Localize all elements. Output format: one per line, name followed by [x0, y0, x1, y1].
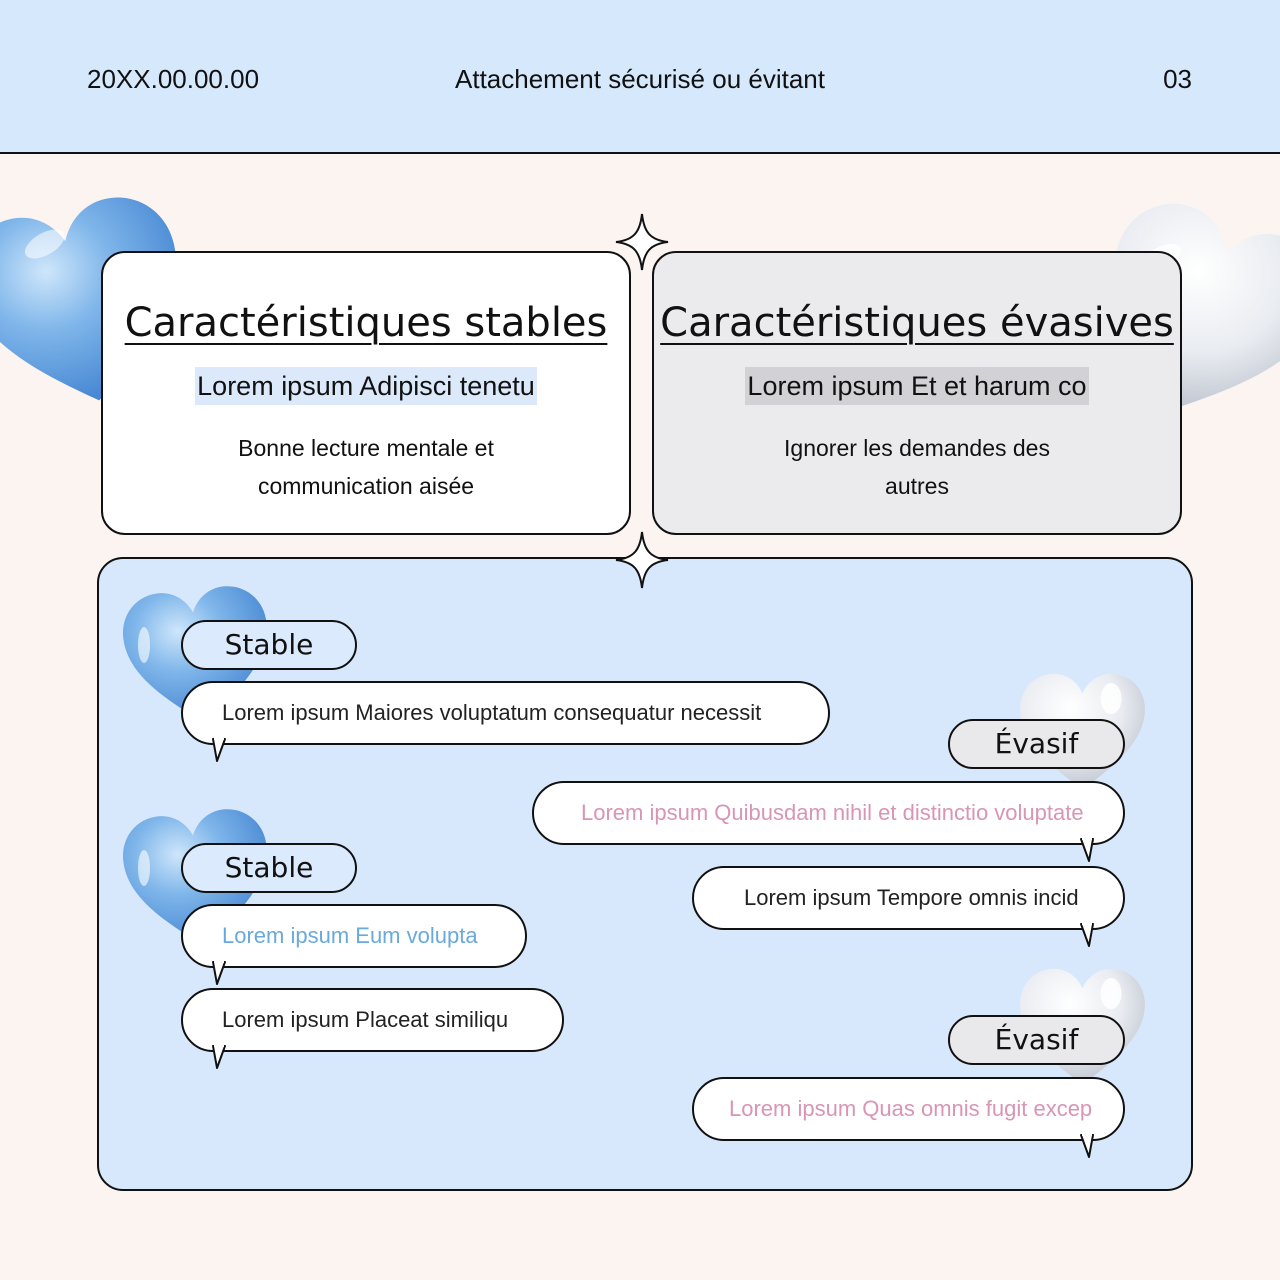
- card-stable-characteristics: [101, 251, 631, 535]
- tag-stable: Stable: [181, 843, 357, 893]
- speech-bubble: [532, 781, 1125, 845]
- speech-bubble: [692, 866, 1125, 930]
- tag-evasive: Évasif: [948, 719, 1125, 769]
- bubble-text: Lorem ipsum Maiores voluptatum consequatur necessit: [222, 700, 762, 725]
- bubble-text: Lorem ipsum Quibusdam nihil et distinctio voluptate: [581, 800, 1084, 825]
- tag-stable: Stable: [181, 620, 357, 670]
- header-bar: [0, 0, 1280, 154]
- bubble-text: Lorem ipsum Eum volupta: [222, 923, 478, 948]
- speech-bubble: [181, 988, 564, 1052]
- header-title: Attachement sécurisé ou évitant: [455, 64, 825, 94]
- tag-evasive: Évasif: [948, 1015, 1125, 1065]
- bubble-tail-icon: [211, 1046, 235, 1070]
- card-body: Bonne lecture mentale et communication aisée: [238, 435, 494, 499]
- card-highlight: Lorem ipsum Adipisci tenetu: [195, 367, 537, 405]
- sparkle-star-icon: [614, 530, 670, 590]
- header-date: 20XX.00.00.00: [87, 64, 260, 94]
- card-title: Caractéristiques stables: [124, 300, 608, 346]
- speech-bubble: [181, 681, 830, 745]
- speech-bubble: [692, 1077, 1125, 1141]
- card-evasive-characteristics: [652, 251, 1182, 535]
- card-title: Caractéristiques évasives: [660, 300, 1174, 346]
- card-highlight: Lorem ipsum Et et harum co: [745, 367, 1088, 405]
- bubble-tail-icon: [1071, 839, 1095, 863]
- bubble-tail-icon: [211, 962, 235, 986]
- bubble-text: Lorem ipsum Tempore omnis incid: [744, 885, 1079, 910]
- bubble-tail-icon: [1071, 1135, 1095, 1159]
- bubble-text: Lorem ipsum Placeat similiqu: [222, 1007, 509, 1032]
- bubble-tail-icon: [1071, 924, 1095, 948]
- sparkle-star-icon: [614, 212, 670, 272]
- page-number: 03: [1163, 64, 1192, 94]
- card-body: Ignorer les demandes des autres: [784, 435, 1050, 499]
- speech-bubble: [181, 904, 527, 968]
- bubble-tail-icon: [211, 739, 235, 763]
- bubble-text: Lorem ipsum Quas omnis fugit excep: [729, 1096, 1093, 1121]
